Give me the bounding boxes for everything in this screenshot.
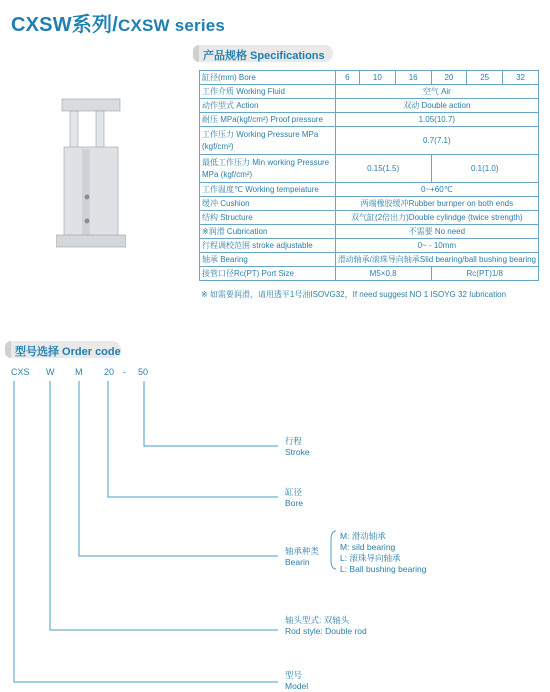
spec-value: 空气 Air xyxy=(335,85,538,99)
rod-label-en: Rod style: Double rod xyxy=(285,626,367,636)
code-model: CXS xyxy=(11,367,30,377)
spec-label: 最低工作压力 Min working Pressure MPa (kgf/cm²) xyxy=(200,155,336,183)
stroke-label-cn: 行程 xyxy=(285,436,303,446)
stroke-label-en: Stroke xyxy=(285,447,310,457)
spec-cell: 16 xyxy=(395,71,431,85)
spec-label: 轴承 Bearing xyxy=(200,253,336,267)
spec-value: 两端橡胶缓冲Rubber burnper on both ends xyxy=(335,197,538,211)
code-bore: 20 xyxy=(104,367,115,377)
lubrication-note: ※ 如需要润滑，请用透平1号油ISOVG32，If need suggest NO 1 ISOYG 32 Iubrication xyxy=(201,290,507,299)
bearing-option: M: 滑动轴承 xyxy=(340,531,386,541)
spec-value: 滑动轴承/滚珠导向轴承Slid bearing/ball bushing bearing xyxy=(335,253,538,267)
bore-label-cn: 缸径 xyxy=(285,487,303,497)
spec-value: 0.7(7.1) xyxy=(335,127,538,155)
spec-value: 0~ - 10mm xyxy=(335,239,538,253)
spec-value: 0~+60℃ xyxy=(335,183,538,197)
spec-label: ※润滑 Cubrication xyxy=(200,225,336,239)
title-cn: CXSW系列/ xyxy=(11,14,118,36)
spec-heading: 产品规格 Specifications xyxy=(193,45,333,62)
spec-cell: 10 xyxy=(360,71,396,85)
title-en: CXSW series xyxy=(117,16,226,35)
code-bearing: M xyxy=(75,367,83,377)
order-heading: 型号选择 Order code xyxy=(5,341,121,358)
bearing-label-en: Bearin xyxy=(285,557,310,567)
spec-label: 工作压力 Working Pressure MPa (kgf/cm²) xyxy=(200,127,336,155)
code-dash: - xyxy=(123,367,126,377)
spec-label: 工作介质 Working Fluid xyxy=(200,85,336,99)
bearing-label-cn: 轴承种类 xyxy=(285,546,320,556)
spec-value: 1.05(10.7) xyxy=(335,113,538,127)
spec-label: 缸径(mm) Bore xyxy=(200,71,336,85)
spec-label: 动作型式 Action xyxy=(200,99,336,113)
spec-label: 缓冲 Cushion xyxy=(200,197,336,211)
spec-cell: 32 xyxy=(503,71,539,85)
spec-value: Rc(PT)1/8 xyxy=(431,267,538,281)
spec-value: M5×0.8 xyxy=(335,267,431,281)
spec-value: 0.1(1.0) xyxy=(431,155,538,183)
bore-label-en: Bore xyxy=(285,498,303,508)
spec-value: 不需要 No need xyxy=(335,225,538,239)
spec-cell: 25 xyxy=(467,71,503,85)
bearing-option: L: 滚珠导向轴承 xyxy=(340,553,401,563)
rod-label-cn: 轴头型式: 双轴头 xyxy=(285,615,350,625)
spec-label: 工作温度℃ Working tempeiature xyxy=(200,183,336,197)
spec-label: 结构 Structure xyxy=(200,211,336,225)
code-rod: W xyxy=(46,367,55,377)
spec-value: 双气缸(2倍出力)Double cylindge (twice strength) xyxy=(335,211,538,225)
spec-value: 双动 Double action xyxy=(335,99,538,113)
bearing-option: L: Ball bushing bearing xyxy=(340,564,427,574)
spec-label: 行程调校范围 stroke adjustable xyxy=(200,239,336,253)
model-label-cn: 型号 xyxy=(285,670,303,680)
spec-cell: 6 xyxy=(335,71,359,85)
spec-label: 耐压 MPa(kgf/cm²) Proof pressure xyxy=(200,113,336,127)
code-stroke: 50 xyxy=(138,367,149,377)
spec-cell: 20 xyxy=(431,71,467,85)
model-label-en: Model xyxy=(285,681,309,691)
bearing-option: M: sild bearing xyxy=(340,542,396,552)
spec-value: 0.15(1.5) xyxy=(335,155,431,183)
spec-label: 接管口径Rc(PT) Port Size xyxy=(200,267,336,281)
